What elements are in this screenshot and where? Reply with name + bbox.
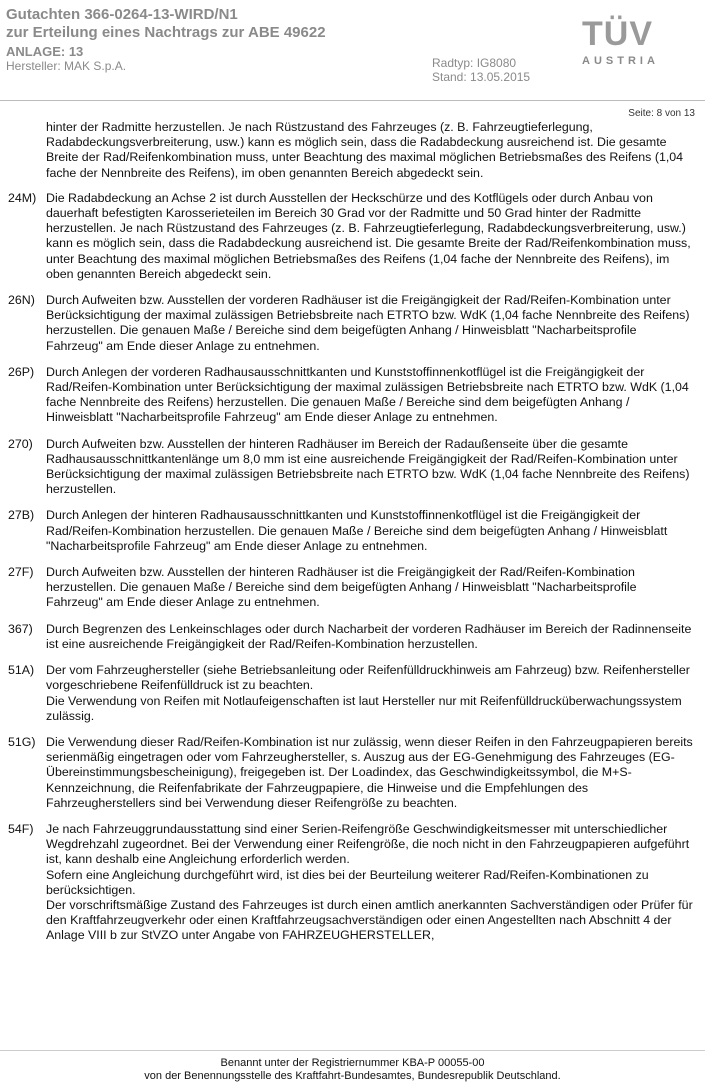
header-left [6, 6, 426, 73]
clause-code: 27F) [8, 565, 34, 580]
clause-paragraph: Die Verwendung dieser Rad/Reifen-Kombination ist nur zulässig, wenn dieser Reifen in den Fahrzeugpapieren bereits serienmäßig eingetragen oder vom Fahrzeughersteller, s. Auszug aus der EG-Genehmigung des Fahrzeuges (EG-Übereinstimmungsbescheinigung), freigegeben ist. Der Loadindex, das Geschwindigkeitssymbol, die M+S-Kennzeichnung, die Reifenfabrikate der Fahrzeugpapiere, die Hinweise und die Empfehlungen des Fahrzeugherstellers sind bei Verwendung dieser Reifengröße zu beachten. [46, 734, 693, 810]
clause-paragraph: Der vom Fahrzeughersteller (siehe Betriebsanleitung oder Reifenfülldruckhinweis am Fahrzeug) bzw. Reifenhersteller vorgeschriebene Reifenfülldruck ist zu beachten. [46, 663, 690, 693]
clause-paragraph: Durch Anlegen der vorderen Radhausausschnittkanten und Kunststoffinnenkotflügel ist die Freigängigkeit der Rad/Reifen-Kombination unter Berücksichtigung der maximal zulässigen Betriebsbreite nach ETRTO bzw. WdK (1,04 fache Nennbreite des Reifens) herzustellen. Die genauen Maße / Bereiche sind dem beigefügten Anhang / Hinweisblatt "Nacharbeitsprofile Fahrzeug" am Ende dieser Anlage zu entnehmen. [46, 364, 689, 425]
footer [0, 1057, 705, 1083]
clause-list [8, 191, 693, 944]
clause-text [46, 508, 693, 554]
clause-paragraph: Der vorschriftsmäßige Zustand des Fahrzeuges ist durch einen amtlich anerkannten Sachverständigen oder Prüfer für den Kraftfahrzeugverkehr oder einen Kraftfahrzeugsachverständigen oder einen Angestellten nach Abschnitt 4 der Anlage VIII b zur StVZO unter Angabe von FAHRZEUGHERSTELLER, [46, 897, 693, 943]
clause-text [46, 293, 693, 354]
document-body [8, 120, 693, 955]
clause-paragraph: Durch Anlegen der hinteren Radhausausschnittkanten und Kunststoffinnenkotflügel ist die Freigängigkeit der Rad/Reifen-Kombination herzustellen. Die genauen Maße / Bereiche sind dem beigefügten Anhang / Hinweisblatt "Nacharbeitsprofile Fahrzeug" am Ende dieser Anlage zu entnehmen. [46, 508, 668, 553]
footer-registration: Benannt unter der Registriernummer KBA-P 00055-00 [220, 1057, 485, 1069]
appendix-label: ANLAGE: 13 [6, 44, 84, 59]
clause-item [8, 508, 693, 554]
clause-text [46, 822, 693, 944]
clause-item [8, 735, 693, 811]
header-divider [0, 100, 705, 101]
clause-item [8, 622, 693, 652]
clause-item [8, 365, 693, 426]
footer-authority: von der Benennungsstelle des Kraftfahrt-Bundesamtes, Bundesrepublik Deutschland. [144, 1070, 561, 1082]
clause-code: 367) [8, 621, 33, 636]
clause-text [46, 365, 693, 426]
logo-country: AUSTRIA [582, 55, 659, 67]
clause-code: 26N) [8, 293, 35, 308]
logo-wordmark: TÜV [582, 15, 653, 53]
clause-text [46, 565, 693, 611]
clause-text [46, 663, 693, 724]
clause-item [8, 663, 693, 724]
footer-divider [0, 1050, 705, 1051]
clause-item [8, 822, 693, 944]
clause-text [46, 735, 693, 811]
revision-date: Stand: 13.05.2015 [432, 70, 531, 84]
wheel-type: Radtyp: IG8080 [432, 56, 517, 70]
clause-code: 270) [8, 436, 33, 451]
clause-code: 51A) [8, 663, 35, 678]
clause-paragraph: Die Radabdeckung an Achse 2 ist durch Ausstellen der Heckschürze und des Kotflügels oder durch Anbau von dauerhaft befestigten Karosserieteilen im Bereich 30 Grad vor der Radmitte und 50 Grad hinter der Radmitte herzustellen. Je nach Rüstzustand des Fahrzeuges (z. B. Fahrzeugtieferlegung, Radabdeckungsverbreiterung, usw.) kann es möglich sein, dass die Radabdeckung ausreichend ist. Die gesamte Breite der Rad/Reifenkombination muss, unter Beachtung des maximal möglichen Betriebsmaßes des Reifens (1,04 fache der Nennbreite des Reifens), im oben genannten Bereich abgedeckt sein. [46, 190, 691, 281]
clause-paragraph: Durch Aufweiten bzw. Ausstellen der vorderen Radhäuser ist die Freigängigkeit der Rad/Reifen-Kombination unter Berücksichtigung der maximal zulässigen Betriebsbreite nach ETRTO bzw. WdK (1,04 fache Nennbreite des Reifens) herzustellen. Die genauen Maße / Bereiche sind dem beigefügten Anhang / Hinweisblatt "Nacharbeitsprofile Fahrzeug" am Ende dieser Anlage zu entnehmen. [46, 293, 690, 353]
tuv-austria-logo [582, 14, 700, 84]
clause-paragraph: Die Verwendung von Reifen mit Notlaufeigenschaften ist laut Hersteller nur mit Reifenfülldrucküberwachungssystem zulässig. [46, 693, 682, 723]
clause-code: 54F) [8, 821, 34, 836]
report-number: Gutachten 366-0264-13-WIRD/N1 [6, 6, 238, 23]
clause-code: 24M) [8, 190, 37, 205]
clause-code: 27B) [8, 508, 35, 523]
clause-item [8, 191, 693, 282]
clause-item [8, 293, 693, 354]
report-subject: zur Erteilung eines Nachtrags zur ABE 49622 [6, 24, 326, 41]
clause-text [46, 622, 693, 652]
manufacturer: Hersteller: MAK S.p.A. [6, 59, 127, 73]
header-meta [432, 56, 552, 84]
clause-code: 51G) [8, 734, 36, 749]
continuation-paragraph: hinter der Radmitte herzustellen. Je nach Rüstzustand des Fahrzeuges (z. B. Fahrzeugtieferlegung, Radabdeckungsverbreiterung, usw.) kann es möglich sein, dass die Radabdeckung ausreichend ist. Die gesamte Breite der Rad/Reifenkombination muss, unter Beachtung des maximal möglichen Betriebsmaßes des Reifens (1,04 fache der Nennbreite des Reifens), im oben genannten Bereich abgedeckt sein. [46, 120, 684, 180]
clause-text [46, 191, 693, 282]
clause-paragraph: Durch Aufweiten bzw. Ausstellen der hinteren Radhäuser im Bereich der Radaußenseite über die gesamte Radhausausschnittkantenlänge um 8,0 mm ist eine ausreichende Freigängigkeit der Rad/Reifen-Kombination unter Berücksichtigung der maximal zulässigen Betriebsbreite nach ETRTO bzw. WdK (1,04 fache Nennbreite des Reifens) herzustellen. [46, 436, 690, 497]
clause-paragraph: Durch Begrenzen des Lenkeinschlages oder durch Nacharbeit der vorderen Radhäuser im Bereich der Radinnenseite ist eine ausreichende Freigängigkeit der Rad/Reifen-Kombination herzustellen. [46, 621, 692, 651]
page-number: Seite: 8 von 13 [628, 108, 695, 119]
clause-paragraph: Durch Aufweiten bzw. Ausstellen der hinteren Radhäuser ist die Freigängigkeit der Rad/Reifen-Kombination herzustellen. Die genauen Maße / Bereiche sind dem beigefügten Anhang / Hinweisblatt "Nacharbeitsprofile Fahrzeug" am Ende dieser Anlage zu entnehmen. [46, 565, 637, 610]
clause-text [46, 437, 693, 498]
clause-paragraph: Sofern eine Angleichung durchgeführt wird, ist dies bei der Beurteilung weiterer Rad/Reifen-Kombinationen zu berücksichtigen. [46, 867, 649, 897]
clause-item [8, 437, 693, 498]
clause-code: 26P) [8, 364, 35, 379]
clause-paragraph: Je nach Fahrzeuggrundausstattung sind einer Serien-Reifengröße Geschwindigkeitsmesser mit unterschiedlicher Wegdrehzahl zugeordnet. Bei der Verwendung einer Reifengröße, die noch nicht in den Fahrzeugpapieren aufgeführt ist, kann deshalb eine Angleichung erforderlich werden. [46, 821, 690, 867]
clause-item [8, 565, 693, 611]
